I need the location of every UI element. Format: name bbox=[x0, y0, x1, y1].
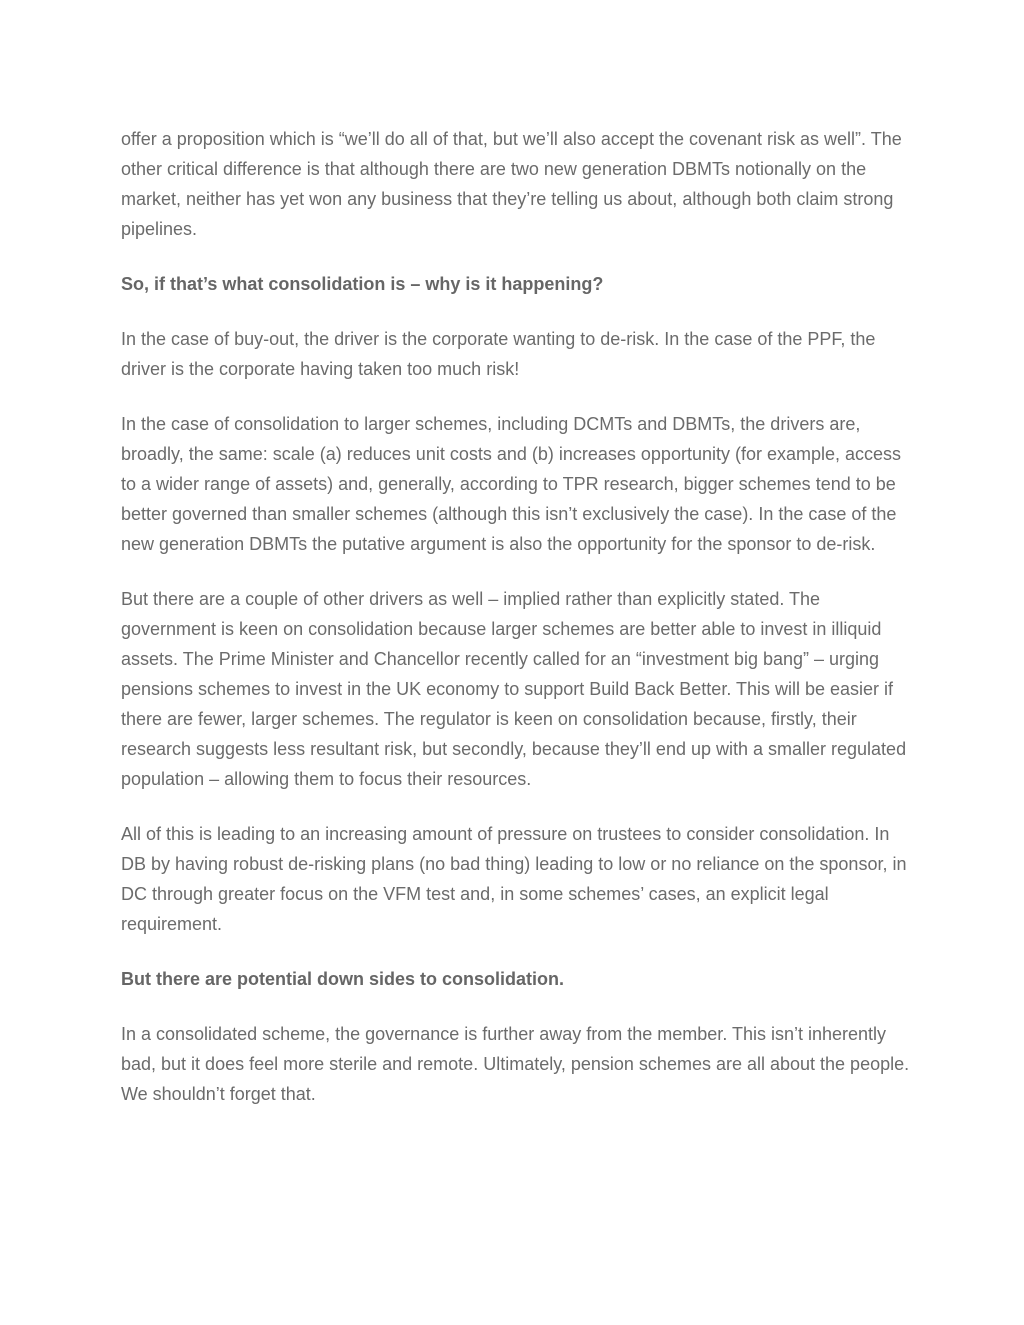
paragraph-buy-out-ppf: In the case of buy-out, the driver is the corporate wanting to de-risk. In the case of the PPF, the driver is the corporate having taken too much risk! bbox=[121, 329, 876, 379]
paragraph-other-drivers: But there are a couple of other drivers as well – implied rather than explicitly stated. The government is keen on consolidation because larger schemes are better able to invest in illiquid assets. The Prime Minister and Chancellor recently called for an “investment big bang” – urging pensions schemes to invest in the UK economy to support Build Back Better. This will be easier if there are fewer, larger schemes. The regulator is keen on consolidation because, firstly, their research suggests less resultant risk, but secondly, because they’ll end up with a smaller regulated population – allowing them to focus their resources. bbox=[121, 589, 907, 789]
paragraph-larger-schemes: In the case of consolidation to larger schemes, including DCMTs and DBMTs, the drivers are, broadly, the same: scale (a) reduces unit costs and (b) increases opportunity (for example, access to a wider range of assets) and, generally, according to TPR research, bigger schemes tend to be better governed than smaller schemes (although this isn’t exclusively the case). In the case of the new generation DBMTs the putative argument is also the opportunity for the sponsor to de-risk. bbox=[121, 414, 902, 554]
section-heading-down-sides: But there are potential down sides to consolidation. bbox=[121, 969, 565, 989]
paragraph-governance: In a consolidated scheme, the governance is further away from the member. This isn’t inherently bad, but it does feel more sterile and remote. Ultimately, pension schemes are all about the people. We shouldn’t forget that. bbox=[121, 1024, 910, 1104]
section-heading-why-consolidation: So, if that’s what consolidation is – why is it happening? bbox=[121, 274, 604, 294]
document-body bbox=[121, 124, 911, 1134]
paragraph-proposition: offer a proposition which is “we’ll do all of that, but we’ll also accept the covenant risk as well”. The other critical difference is that although there are two new generation DBMTs notionally on the market, neither has yet won any business that they’re telling us about, although both claim strong pipelines. bbox=[121, 129, 902, 239]
paragraph-trustee-pressure: All of this is leading to an increasing amount of pressure on trustees to consider consolidation. In DB by having robust de-risking plans (no bad thing) leading to low or no reliance on the sponsor, in DC through greater focus on the VFM test and, in some schemes’ cases, an explicit legal requirement. bbox=[121, 824, 907, 934]
